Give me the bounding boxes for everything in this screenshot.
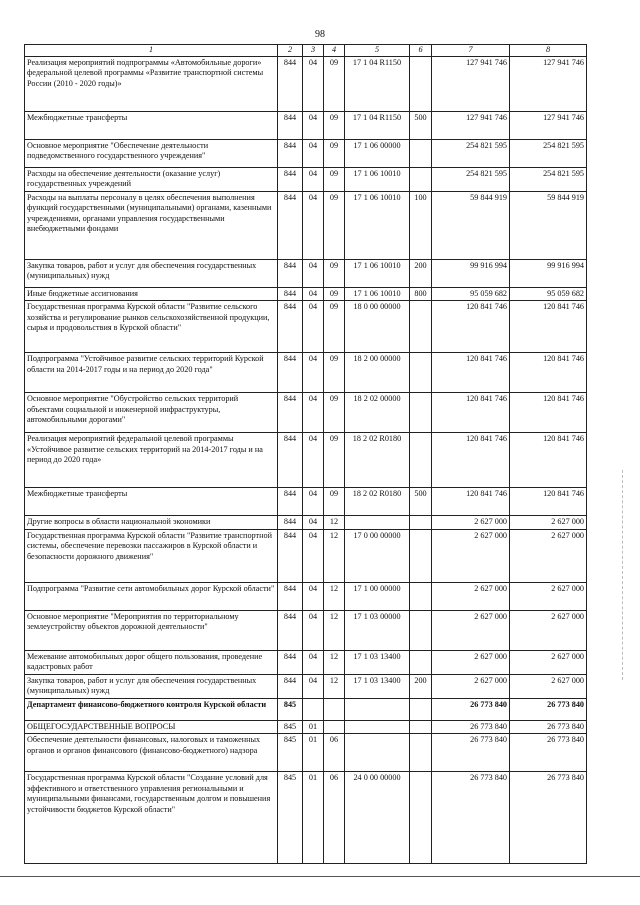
subsection-code: 12 xyxy=(324,582,345,610)
grbs-code: 844 xyxy=(278,167,303,191)
row-name: Основное мероприятие "Обустройство сельских территорий объектами социальной и инженерной инфраструктуры, автомобильными дорогами" xyxy=(25,393,278,433)
row-name: Расходы на обеспечение деятельности (оказание услуг) государственных учреждений xyxy=(25,167,278,191)
row-name: Межевание автомобильных дорог общего пользования, проведение кадастровых работ xyxy=(25,650,278,674)
grbs-code: 844 xyxy=(278,582,303,610)
row-name: Межбюджетные трансферты xyxy=(25,111,278,139)
column-header: 7 xyxy=(432,45,510,57)
section-code: 04 xyxy=(303,582,324,610)
target-article: 24 0 00 00000 xyxy=(345,772,410,864)
table-row xyxy=(25,516,587,530)
target-article: 17 1 06 10010 xyxy=(345,287,410,301)
table-row xyxy=(25,698,587,720)
grbs-code: 844 xyxy=(278,393,303,433)
table-row xyxy=(25,139,587,167)
section-code: 04 xyxy=(303,353,324,393)
amount-year-2: 2 627 000 xyxy=(510,516,587,530)
target-article: 18 2 00 00000 xyxy=(345,353,410,393)
target-article: 17 1 06 10010 xyxy=(345,259,410,287)
expense-type xyxy=(410,772,432,864)
amount-year-1: 254 821 595 xyxy=(432,167,510,191)
section-code: 04 xyxy=(303,259,324,287)
grbs-code: 845 xyxy=(278,698,303,720)
amount-year-1: 2 627 000 xyxy=(432,529,510,582)
expense-type xyxy=(410,393,432,433)
amount-year-1: 120 841 746 xyxy=(432,353,510,393)
table-row xyxy=(25,56,587,111)
amount-year-2: 2 627 000 xyxy=(510,582,587,610)
expense-type xyxy=(410,433,432,488)
amount-year-1: 59 844 919 xyxy=(432,191,510,259)
subsection-code: 09 xyxy=(324,301,345,353)
grbs-code: 844 xyxy=(278,191,303,259)
section-code: 01 xyxy=(303,734,324,772)
subsection-code: 09 xyxy=(324,191,345,259)
amount-year-2: 2 627 000 xyxy=(510,529,587,582)
subsection-code xyxy=(324,720,345,734)
target-article xyxy=(345,734,410,772)
grbs-code: 844 xyxy=(278,650,303,674)
grbs-code: 844 xyxy=(278,139,303,167)
amount-year-1: 2 627 000 xyxy=(432,674,510,698)
row-name: Реализация мероприятий федеральной целевой программы «Устойчивое развитие сельских территорий на 2014-2017 годы и на период до 2020 года» xyxy=(25,433,278,488)
amount-year-2: 120 841 746 xyxy=(510,433,587,488)
section-code: 04 xyxy=(303,111,324,139)
row-name: ОБЩЕГОСУДАРСТВЕННЫЕ ВОПРОСЫ xyxy=(25,720,278,734)
amount-year-2: 26 773 840 xyxy=(510,720,587,734)
column-header: 3 xyxy=(303,45,324,57)
subsection-code: 09 xyxy=(324,433,345,488)
target-article: 17 1 06 00000 xyxy=(345,139,410,167)
amount-year-2: 120 841 746 xyxy=(510,488,587,516)
grbs-code: 845 xyxy=(278,772,303,864)
column-header: 6 xyxy=(410,45,432,57)
scan-edge-mark xyxy=(622,470,633,680)
amount-year-2: 2 627 000 xyxy=(510,610,587,650)
table-row xyxy=(25,529,587,582)
row-name: Обеспечение деятельности финансовых, налоговых и таможенных органов и органов финансового (финансово-бюджетного) надзора xyxy=(25,734,278,772)
section-code: 04 xyxy=(303,301,324,353)
section-code: 04 xyxy=(303,56,324,111)
target-article: 17 0 00 00000 xyxy=(345,529,410,582)
table-row xyxy=(25,191,587,259)
amount-year-1: 2 627 000 xyxy=(432,610,510,650)
grbs-code: 844 xyxy=(278,488,303,516)
expense-type xyxy=(410,734,432,772)
table-row xyxy=(25,301,587,353)
target-article: 17 1 04 R1150 xyxy=(345,111,410,139)
target-article: 18 2 02 R0180 xyxy=(345,488,410,516)
table-row xyxy=(25,720,587,734)
row-name: Подпрограмма "Развитие сети автомобильных дорог Курской области" xyxy=(25,582,278,610)
grbs-code: 844 xyxy=(278,610,303,650)
subsection-code: 09 xyxy=(324,111,345,139)
section-code: 01 xyxy=(303,720,324,734)
amount-year-2: 26 773 840 xyxy=(510,772,587,864)
subsection-code: 06 xyxy=(324,734,345,772)
expense-type xyxy=(410,167,432,191)
row-name: Межбюджетные трансферты xyxy=(25,488,278,516)
target-article: 17 1 04 R1150 xyxy=(345,56,410,111)
grbs-code: 844 xyxy=(278,287,303,301)
row-name: Основное мероприятие "Мероприятия по территориальному землеустройству объектов дорожной деятельности" xyxy=(25,610,278,650)
subsection-code: 09 xyxy=(324,353,345,393)
subsection-code: 09 xyxy=(324,167,345,191)
target-article: 17 1 03 13400 xyxy=(345,674,410,698)
expense-type: 200 xyxy=(410,259,432,287)
amount-year-1: 120 841 746 xyxy=(432,488,510,516)
section-code: 04 xyxy=(303,167,324,191)
row-name: Закупка товаров, работ и услуг для обеспечения государственных (муниципальных) нужд xyxy=(25,674,278,698)
budget-table xyxy=(24,44,587,864)
table-row xyxy=(25,259,587,287)
expense-type xyxy=(410,516,432,530)
table-row xyxy=(25,488,587,516)
target-article: 17 1 03 13400 xyxy=(345,650,410,674)
subsection-code: 09 xyxy=(324,139,345,167)
table-row xyxy=(25,167,587,191)
subsection-code: 12 xyxy=(324,674,345,698)
amount-year-2: 2 627 000 xyxy=(510,674,587,698)
table-row xyxy=(25,353,587,393)
row-name: Департамент финансово-бюджетного контроля Курской области xyxy=(25,698,278,720)
expense-type xyxy=(410,698,432,720)
amount-year-2: 120 841 746 xyxy=(510,301,587,353)
grbs-code: 844 xyxy=(278,111,303,139)
section-code: 04 xyxy=(303,393,324,433)
section-code xyxy=(303,698,324,720)
target-article: 18 0 00 00000 xyxy=(345,301,410,353)
column-header: 8 xyxy=(510,45,587,57)
table-row xyxy=(25,772,587,864)
amount-year-2: 26 773 840 xyxy=(510,698,587,720)
amount-year-1: 127 941 746 xyxy=(432,111,510,139)
expense-type xyxy=(410,56,432,111)
row-name: Другие вопросы в области национальной экономики xyxy=(25,516,278,530)
amount-year-1: 2 627 000 xyxy=(432,582,510,610)
expense-type xyxy=(410,610,432,650)
grbs-code: 845 xyxy=(278,734,303,772)
grbs-code: 844 xyxy=(278,674,303,698)
subsection-code: 09 xyxy=(324,287,345,301)
amount-year-2: 254 821 595 xyxy=(510,167,587,191)
subsection-code: 12 xyxy=(324,516,345,530)
amount-year-1: 120 841 746 xyxy=(432,301,510,353)
amount-year-1: 26 773 840 xyxy=(432,698,510,720)
target-article: 17 1 06 10010 xyxy=(345,167,410,191)
subsection-code: 09 xyxy=(324,393,345,433)
table-row xyxy=(25,111,587,139)
subsection-code: 09 xyxy=(324,56,345,111)
expense-type xyxy=(410,582,432,610)
expense-type xyxy=(410,720,432,734)
amount-year-1: 99 916 994 xyxy=(432,259,510,287)
section-code: 04 xyxy=(303,191,324,259)
amount-year-1: 26 773 840 xyxy=(432,720,510,734)
expense-type xyxy=(410,301,432,353)
expense-type xyxy=(410,139,432,167)
table-row xyxy=(25,393,587,433)
section-code: 04 xyxy=(303,488,324,516)
target-article xyxy=(345,720,410,734)
amount-year-2: 120 841 746 xyxy=(510,353,587,393)
amount-year-2: 254 821 595 xyxy=(510,139,587,167)
row-name: Основное мероприятие "Обеспечение деятельности подведомственного государственного учреждения" xyxy=(25,139,278,167)
expense-type xyxy=(410,353,432,393)
target-article: 17 1 06 10010 xyxy=(345,191,410,259)
table-row xyxy=(25,674,587,698)
expense-type: 800 xyxy=(410,287,432,301)
amount-year-2: 95 059 682 xyxy=(510,287,587,301)
amount-year-1: 127 941 746 xyxy=(432,56,510,111)
subsection-code: 12 xyxy=(324,610,345,650)
amount-year-2: 59 844 919 xyxy=(510,191,587,259)
subsection-code: 09 xyxy=(324,488,345,516)
grbs-code: 844 xyxy=(278,516,303,530)
row-name: Расходы на выплаты персоналу в целях обеспечения выполнения функций государственными (муниципальными) органами, казенными учреждениями, органами управления государственными внебюджетными фондами xyxy=(25,191,278,259)
row-name: Закупка товаров, работ и услуг для обеспечения государственных (муниципальных) нужд xyxy=(25,259,278,287)
grbs-code: 844 xyxy=(278,56,303,111)
amount-year-2: 120 841 746 xyxy=(510,393,587,433)
table-header-row xyxy=(25,45,587,57)
table-row xyxy=(25,287,587,301)
column-header: 1 xyxy=(25,45,278,57)
target-article: 17 1 03 00000 xyxy=(345,610,410,650)
page-number: 98 xyxy=(315,29,325,40)
expense-type: 500 xyxy=(410,111,432,139)
table-row xyxy=(25,582,587,610)
target-article: 18 2 02 R0180 xyxy=(345,433,410,488)
row-name: Подпрограмма "Устойчивое развитие сельских территорий Курской области на 2014-2017 годы и на период до 2020 года" xyxy=(25,353,278,393)
target-article: 17 1 00 00000 xyxy=(345,582,410,610)
subsection-code: 09 xyxy=(324,259,345,287)
target-article xyxy=(345,698,410,720)
target-article xyxy=(345,516,410,530)
amount-year-1: 2 627 000 xyxy=(432,650,510,674)
amount-year-2: 26 773 840 xyxy=(510,734,587,772)
section-code: 01 xyxy=(303,772,324,864)
amount-year-1: 120 841 746 xyxy=(432,433,510,488)
expense-type: 200 xyxy=(410,674,432,698)
expense-type: 500 xyxy=(410,488,432,516)
grbs-code: 844 xyxy=(278,353,303,393)
column-header: 2 xyxy=(278,45,303,57)
table-row xyxy=(25,650,587,674)
section-code: 04 xyxy=(303,433,324,488)
grbs-code: 844 xyxy=(278,529,303,582)
amount-year-1: 95 059 682 xyxy=(432,287,510,301)
amount-year-1: 26 773 840 xyxy=(432,734,510,772)
table-row xyxy=(25,610,587,650)
grbs-code: 845 xyxy=(278,720,303,734)
table-row xyxy=(25,734,587,772)
expense-type xyxy=(410,650,432,674)
subsection-code: 06 xyxy=(324,772,345,864)
row-name: Государственная программа Курской области "Создание условий для эффективного и ответственного управления региональными и муниципальными финансами, государственным долгом и повышения устойчивости бюджетов Курской области" xyxy=(25,772,278,864)
table-row xyxy=(25,433,587,488)
column-header: 5 xyxy=(345,45,410,57)
row-name: Реализация мероприятий подпрограммы «Автомобильные дороги» федеральной целевой программы «Развитие транспортной системы России (2010 - 2020 годы)» xyxy=(25,56,278,111)
amount-year-2: 99 916 994 xyxy=(510,259,587,287)
target-article: 18 2 02 00000 xyxy=(345,393,410,433)
section-code: 04 xyxy=(303,287,324,301)
amount-year-2: 127 941 746 xyxy=(510,56,587,111)
section-code: 04 xyxy=(303,139,324,167)
subsection-code: 12 xyxy=(324,650,345,674)
section-code: 04 xyxy=(303,610,324,650)
amount-year-2: 2 627 000 xyxy=(510,650,587,674)
grbs-code: 844 xyxy=(278,259,303,287)
expense-type: 100 xyxy=(410,191,432,259)
row-name: Государственная программа Курской области "Развитие сельского хозяйства и регулирование рынков сельскохозяйственной продукции, сырья и продовольствия в Курской области" xyxy=(25,301,278,353)
bottom-rule xyxy=(0,876,640,877)
column-header: 4 xyxy=(324,45,345,57)
section-code: 04 xyxy=(303,650,324,674)
row-name: Иные бюджетные ассигнования xyxy=(25,287,278,301)
grbs-code: 844 xyxy=(278,301,303,353)
expense-type xyxy=(410,529,432,582)
section-code: 04 xyxy=(303,529,324,582)
subsection-code xyxy=(324,698,345,720)
section-code: 04 xyxy=(303,674,324,698)
subsection-code: 12 xyxy=(324,529,345,582)
amount-year-2: 127 941 746 xyxy=(510,111,587,139)
amount-year-1: 2 627 000 xyxy=(432,516,510,530)
amount-year-1: 254 821 595 xyxy=(432,139,510,167)
grbs-code: 844 xyxy=(278,433,303,488)
amount-year-1: 120 841 746 xyxy=(432,393,510,433)
section-code: 04 xyxy=(303,516,324,530)
row-name: Государственная программа Курской области "Развитие транспортной системы, обеспечение перевозки пассажиров в Курской области и безопасности дорожного движения" xyxy=(25,529,278,582)
amount-year-1: 26 773 840 xyxy=(432,772,510,864)
